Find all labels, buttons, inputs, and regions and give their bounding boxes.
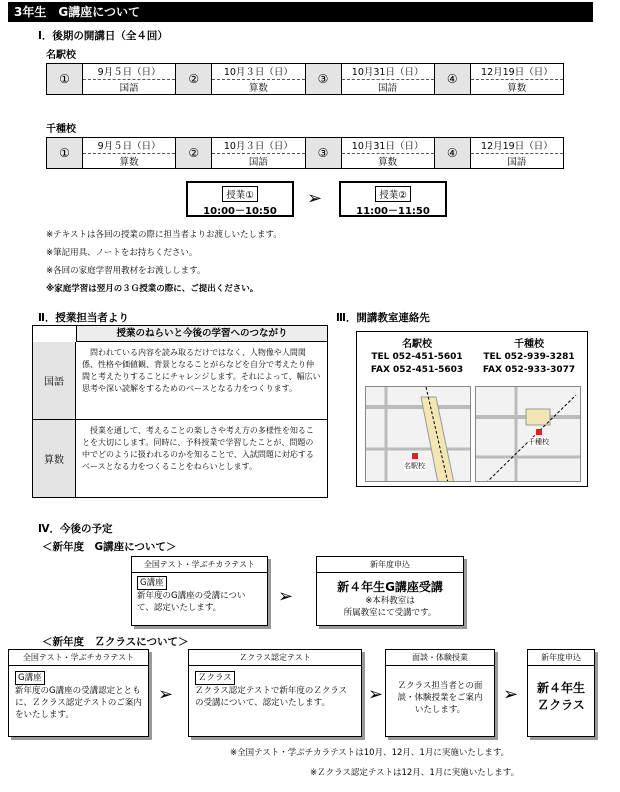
flow1-test-box <box>131 556 268 626</box>
note: ※テキストは各回の授業の際に担当者よりお渡しいたします。 <box>46 230 282 240</box>
flow-body: 新年度のG講座の受講について、認定いたします。 <box>137 591 246 613</box>
session-number: ② <box>176 138 212 168</box>
contact-tel: TEL 052-939-3281 <box>483 352 575 362</box>
contact-box <box>356 331 588 487</box>
session-number: ④ <box>435 138 471 168</box>
flow-head: Ｚクラス認定テスト <box>189 650 361 666</box>
footnote: ※全国テスト・学ぶチカラテストは10月、12月、1月に実施いたします。 <box>230 748 510 758</box>
session-number: ① <box>47 64 83 94</box>
session-subject: 国語 <box>119 82 139 94</box>
note: ※各回の家庭学習用教材をお渡しします。 <box>46 266 206 276</box>
page-title: 3年生 G講座について <box>8 2 593 22</box>
session-number: ① <box>47 138 83 168</box>
flow-body: Ｚクラス認定テストで新年度のＺクラスの受講について、認定いたします。 <box>195 686 348 708</box>
note: ※筆記用具、ノートをお持ちください。 <box>46 248 198 258</box>
session-number: ③ <box>306 138 342 168</box>
lesson-label: 授業② <box>375 186 411 202</box>
section1-heading: Ⅰ．後期の開講日（全４回） <box>38 30 168 42</box>
subject-description: 授業を通して、考えることの楽しさや考え方の多様性を知ることを大切にします。同時に、予科授業で学習したことが、問題の中でどのように扱われるのかを知ることで、入試問題に対応するベースとなる力をつくることをねらいとします。 <box>82 426 314 471</box>
lesson-1-box <box>186 181 294 217</box>
schedule-table-chikusa <box>46 137 564 169</box>
flow2-test-box <box>8 649 149 737</box>
section4-sub2: ＜新年度 Ｚクラスについて＞ <box>42 636 189 648</box>
subject-description: 問われている内容を読み取るだけではなく、人物像や人間関係、性格や価値観、背景となることがらなどを自分で考えたり仲間と考えたりすることにチャレンジします。それによって、幅広い思考や深い読解をするためのベースとなる力をつくります。 <box>76 342 327 420</box>
session-date: 10月31日（日） <box>342 138 434 154</box>
flow2-ztest-box <box>188 649 362 737</box>
flow-tag: G講座 <box>137 576 167 590</box>
session-date: 10月31日（日） <box>342 64 434 80</box>
school-contact-chikusa <box>475 338 583 377</box>
session-number: ② <box>176 64 212 94</box>
section2-heading: Ⅱ．授業担当者より <box>38 312 129 324</box>
subject-label: 国語 <box>33 342 76 420</box>
session-subject: 国語 <box>248 156 268 168</box>
session-number: ④ <box>435 64 471 94</box>
contact-fax: FAX 052-451-5603 <box>370 365 464 375</box>
section3-heading: Ⅲ．開講教室連絡先 <box>336 312 430 324</box>
section4-sub1: ＜新年度 G講座について＞ <box>42 541 177 553</box>
session-cell <box>83 64 176 94</box>
flow-head: 新年度申込 <box>528 650 594 666</box>
note-bold: ※家庭学習は翌月の３Ｇ授業の際に、ご提出ください。 <box>46 284 259 294</box>
schedule-table-meieki <box>46 63 564 95</box>
map-label: 名駅校 <box>404 462 425 470</box>
session-subject: 算数 <box>507 82 527 94</box>
session-date: 9月５日（日） <box>83 138 175 154</box>
contact-school-name: 名駅校 <box>402 339 432 350</box>
session-cell <box>342 138 435 168</box>
lesson-label: 授業① <box>222 186 258 202</box>
session-cell <box>212 64 305 94</box>
flow-title: 新４年生G講座受講 <box>337 580 443 594</box>
contact-fax: FAX 052-933-3077 <box>482 365 576 375</box>
flow-head: 全国テスト・学ぶチカラテスト <box>9 650 148 666</box>
contact-school-name: 千種校 <box>514 339 544 350</box>
arrow-icon: ➢ <box>158 684 174 705</box>
arrow-icon: ➢ <box>368 684 384 705</box>
session-subject: 算数 <box>119 156 139 168</box>
session-subject: 算数 <box>378 156 398 168</box>
session-date: 12月19日（日） <box>471 138 563 154</box>
session-cell <box>212 138 305 168</box>
session-number: ③ <box>306 64 342 94</box>
teacher-table-header: 授業のねらいと今後の学習へのつながり <box>76 326 327 342</box>
flow-title: 新４年生 Ｚクラス <box>536 681 585 712</box>
school-contact-meieki <box>363 338 471 377</box>
subject-label: 算数 <box>33 420 76 497</box>
map-meieki <box>365 386 471 482</box>
flow2-apply-box <box>527 649 595 737</box>
school-name-chikusa: 千種校 <box>46 124 76 135</box>
flow-tag: Ｚクラス <box>195 671 235 685</box>
lesson-2-box <box>339 181 447 217</box>
session-cell <box>342 64 435 94</box>
arrow-icon: ➢ <box>278 586 294 607</box>
session-subject: 算数 <box>248 82 268 94</box>
session-cell <box>471 138 563 168</box>
map-chikusa-graphic <box>476 387 581 482</box>
arrow-icon: ➢ <box>307 188 323 209</box>
session-date: 12月19日（日） <box>471 64 563 80</box>
session-subject: 国語 <box>378 82 398 94</box>
lesson-time: 11:00－11:50 <box>356 206 430 217</box>
flow-head: 新年度申込 <box>317 557 463 573</box>
section4-heading: Ⅳ．今後の予定 <box>38 523 113 535</box>
map-chikusa <box>475 386 581 482</box>
map-label: 千種校 <box>528 438 549 446</box>
footnote: ※Ｚクラス認定テストは12月、1月に実施いたします。 <box>310 768 520 778</box>
flow-tag: G講座 <box>15 671 45 685</box>
session-date: 9月５日（日） <box>83 64 175 80</box>
flow-body: 新年度のG講座の受講認定とともに、Ｚクラス認定テストのご案内をいたします。 <box>15 686 142 720</box>
session-cell <box>471 64 563 94</box>
flow-head: 全国テスト・学ぶチカラテスト <box>132 557 267 573</box>
session-date: 10月３日（日） <box>212 138 304 154</box>
session-subject: 国語 <box>507 156 527 168</box>
teacher-table <box>32 325 328 498</box>
school-name-meieki: 名駅校 <box>46 50 76 61</box>
arrow-icon: ➢ <box>503 684 519 705</box>
flow2-interview-box <box>385 649 495 737</box>
flow1-apply-box <box>316 556 464 626</box>
flow-body: ※本科教室は 所属教室にて受講です。 <box>343 596 437 618</box>
contact-tel: TEL 052-451-5601 <box>371 352 463 362</box>
flow-head: 面談・体験授業 <box>386 650 494 666</box>
lesson-time: 10:00－10:50 <box>203 206 277 217</box>
session-date: 10月３日（日） <box>212 64 304 80</box>
session-cell <box>83 138 176 168</box>
flow-body: Ｚクラス担当者との面談・体験授業をご案内いたします。 <box>397 681 483 715</box>
